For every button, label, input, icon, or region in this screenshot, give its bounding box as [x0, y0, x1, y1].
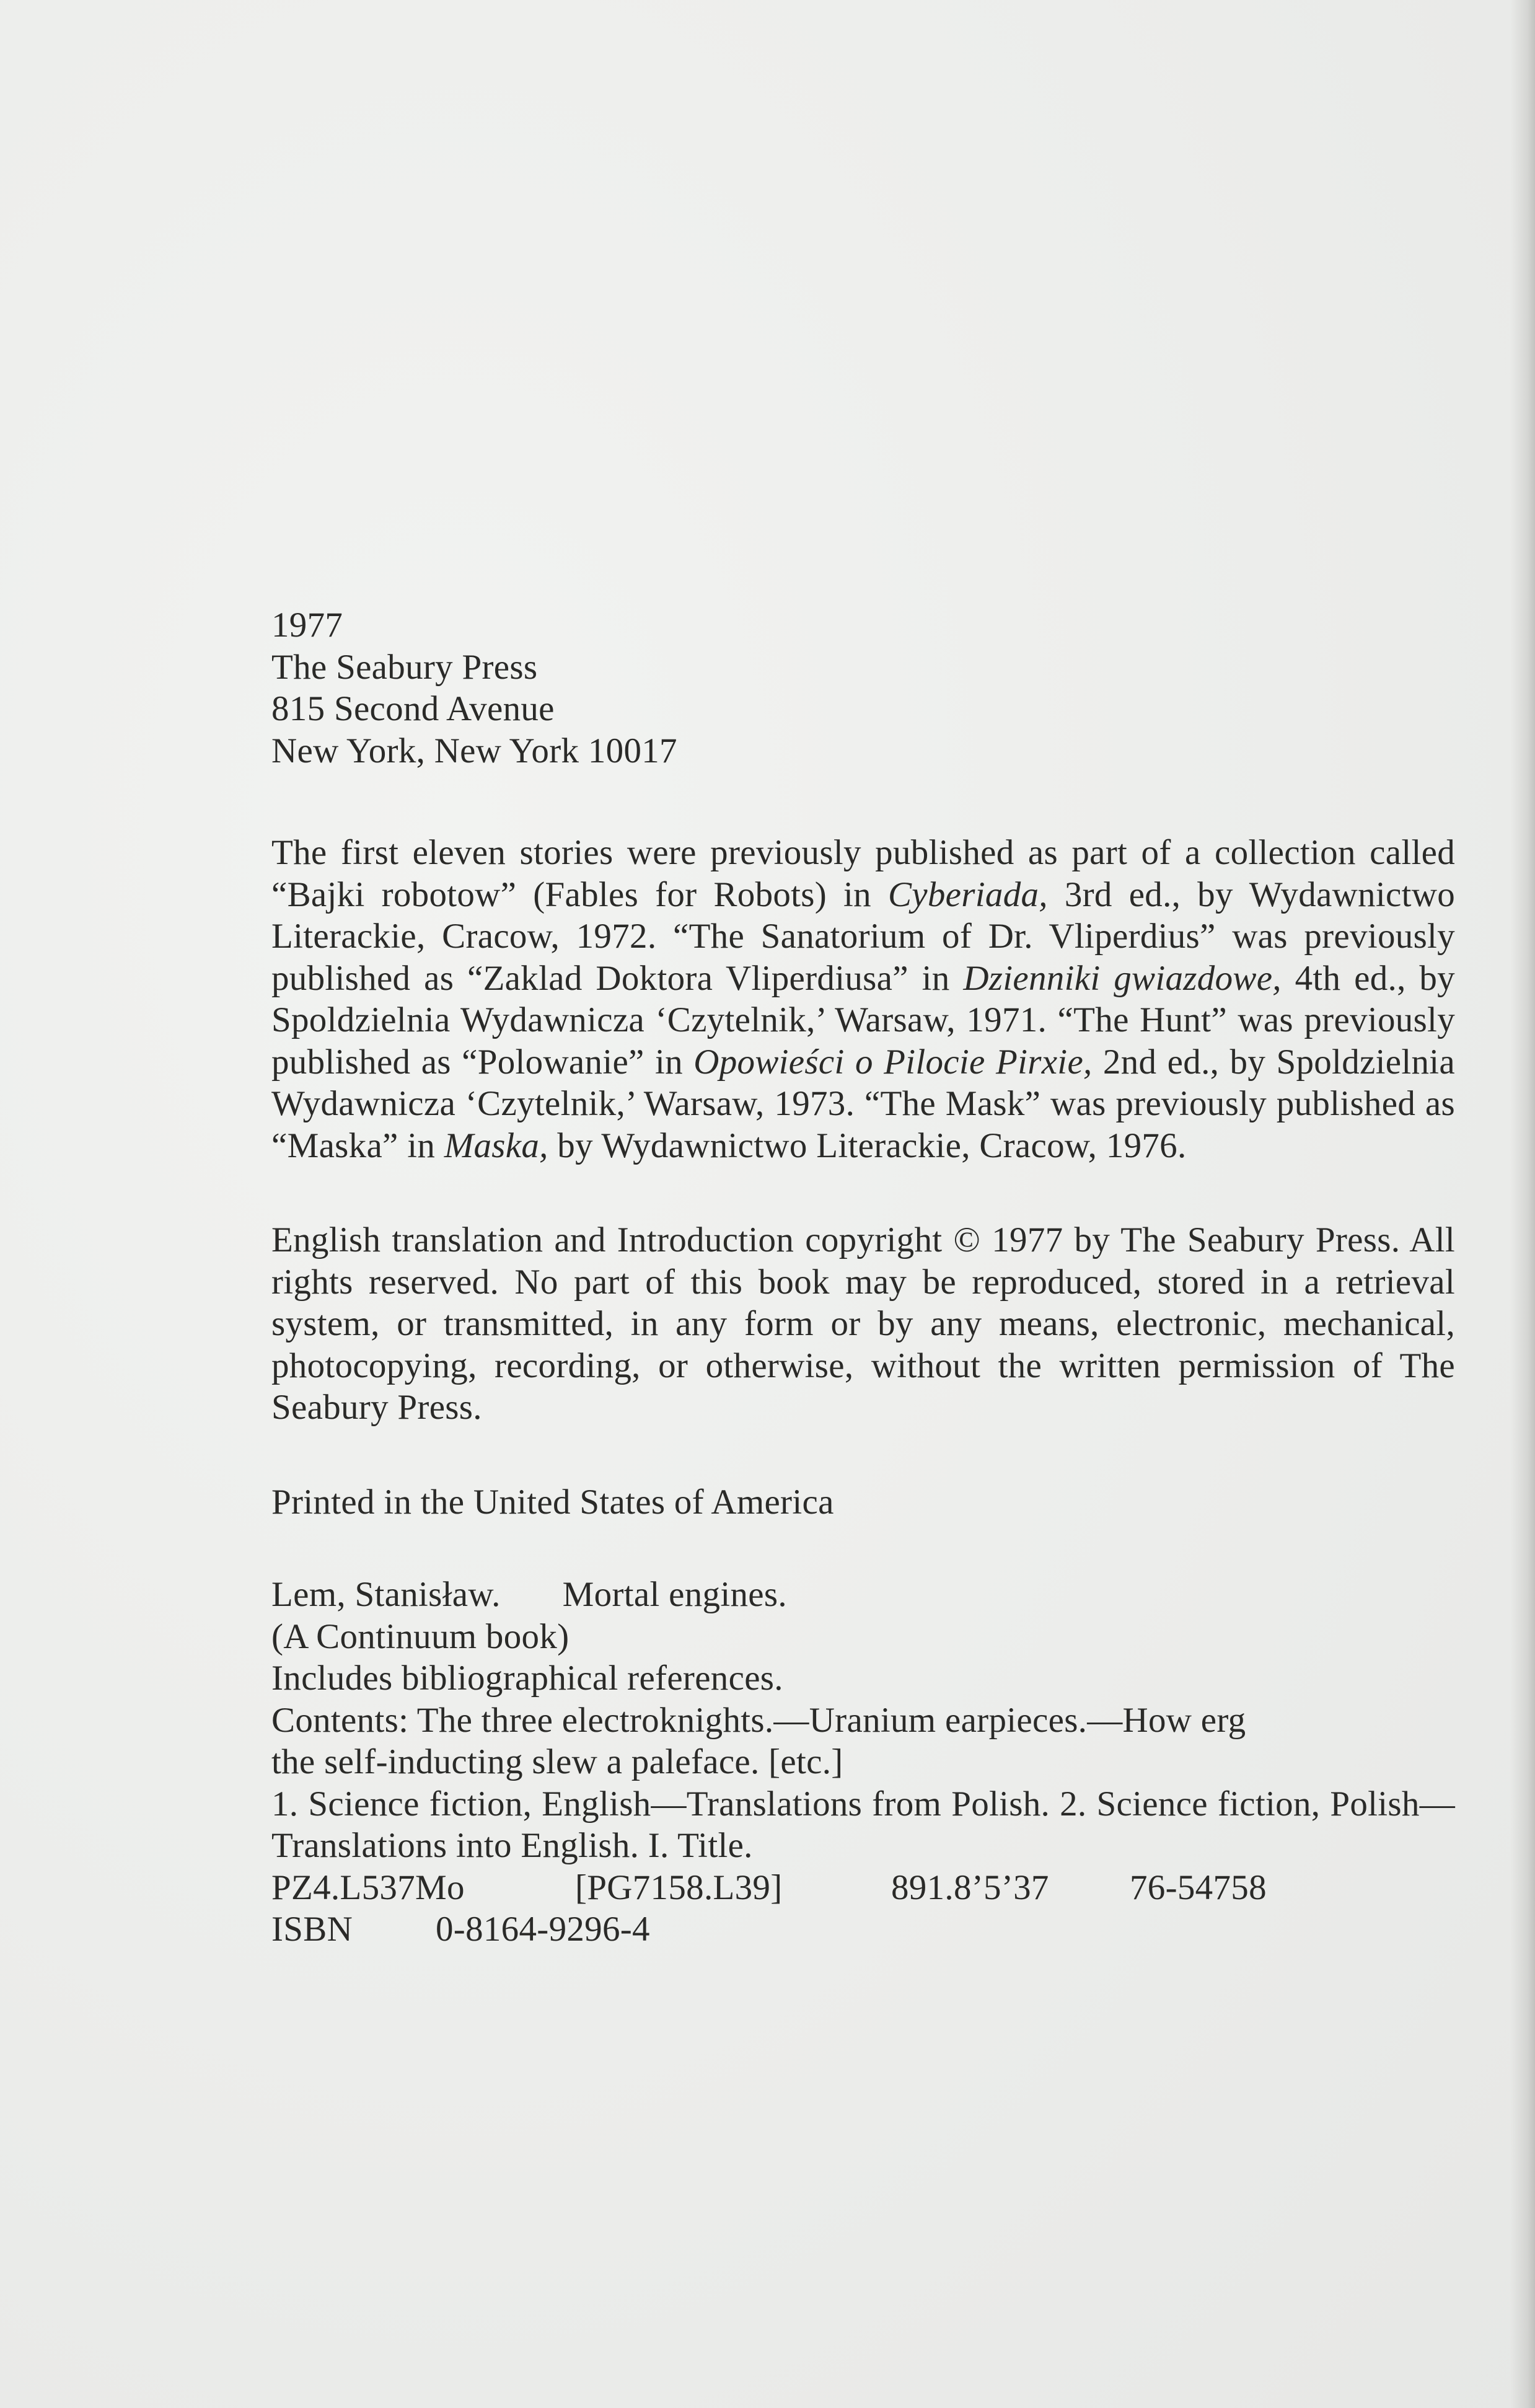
cip-contents-line-1: Contents: The three electroknights.—Uranium earpieces.—How erg — [271, 1700, 1246, 1740]
cip-bibliography-note: Includes bibliographical references. — [271, 1659, 783, 1698]
cataloging-in-publication — [271, 1574, 1455, 1951]
title-cyberiada: Cyberiada, — [887, 875, 1048, 914]
cip-subjects: 1. Science fiction, English—Translations from Polish. 2. Science fiction, Polish—Translations into English. I. Title. — [271, 1784, 1455, 1865]
publisher-city: New York, New York 10017 — [271, 731, 677, 770]
title-dzienniki-gwiazdowe: Dzienniki gwiazdowe, — [963, 958, 1282, 998]
cip-lc-alt: [PG7158.L39] — [575, 1868, 783, 1907]
copyright-page — [271, 604, 1455, 1951]
publisher-street: 815 Second Avenue — [271, 689, 555, 728]
cip-author: Lem, Stanisław. — [271, 1575, 501, 1614]
history-text-3: 4th ed., by Spoldzielnia Wydawnicza ‘Czytelnik,’ Warsaw, 1971. “The Hunt” was previously published as “Polowanie” in — [271, 958, 1455, 1082]
history-text-4: 2nd ed., by Spoldzielnia Wydawnicza ‘Czytelnik,’ Warsaw, 1973. “The Mask” was previously published as “Maska” in — [271, 1042, 1456, 1165]
publisher-address — [271, 604, 1455, 772]
cip-title: Mortal engines. — [562, 1575, 787, 1614]
history-text-1: The first eleven stories were previously published as part of a collection called “Bajki robotow” (Fables for Robots) in — [271, 833, 1455, 914]
cip-dewey: 891.8’5’37 — [891, 1868, 1049, 1907]
cip-series-note: (A Continuum book) — [271, 1616, 570, 1656]
cip-author-title-line — [271, 1574, 1455, 1616]
title-opowiesci: Opowieści o Pilocie Pirxie, — [693, 1042, 1093, 1082]
cip-isbn-line — [271, 1908, 1455, 1951]
cip-contents-line-2: the self-inducting slew a paleface. [etc.] — [271, 1742, 843, 1781]
cip-classification-line — [271, 1867, 1455, 1909]
publication-history-paragraph — [271, 832, 1455, 1167]
copyright-notice: English translation and Introduction copyright © 1977 by The Seabury Press. All rights reserved. No part of this book may be reproduced, stored in a retrieval system, or transmitted, in any form or by any means, electronic, mechanical, photocopying, recording, or otherwise, without the written permission of The Seabury Press. — [271, 1220, 1455, 1427]
printed-in-statement: Printed in the United States of America — [271, 1482, 834, 1522]
history-text-5: by Wydawnictwo Literackie, Cracow, 1976. — [548, 1126, 1187, 1165]
history-text-2: 3rd ed., by Wydawnictwo Literackie, Cracow, 1972. “The Sanatorium of Dr. Vliperdius” was previously published as “Zaklad Doktora Vliperdiusa” in — [271, 875, 1455, 998]
page-edge-shadow — [1510, 0, 1535, 2408]
cip-lccn: 76-54758 — [1130, 1868, 1267, 1907]
isbn-number: 0-8164-9296-4 — [436, 1910, 650, 1949]
isbn-label: ISBN — [271, 1910, 353, 1949]
publication-year: 1977 — [271, 606, 343, 645]
publisher-name: The Seabury Press — [271, 647, 538, 687]
cip-lc-class: PZ4.L537Mo — [271, 1868, 465, 1907]
title-maska: Maska, — [444, 1126, 548, 1165]
